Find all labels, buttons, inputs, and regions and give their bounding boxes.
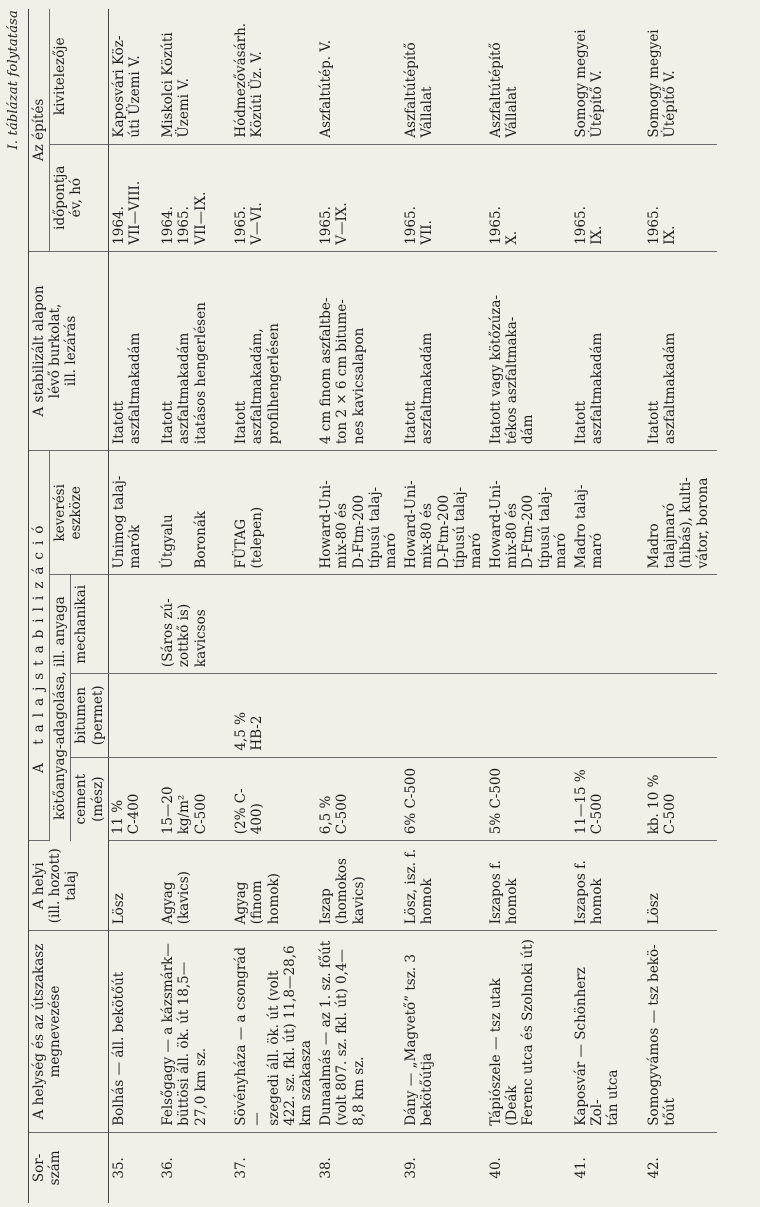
header-kivitelezoje: kivitelezője [50, 9, 109, 144]
cell-ido: 1965. V—VI. [231, 144, 316, 251]
header-helyseg: A helység és az útszakasz megnevezése [29, 931, 109, 1132]
table-row-36 [158, 9, 231, 1203]
cell-no: 42. [646, 1157, 662, 1179]
cell-mech [316, 575, 401, 674]
cell-name: Sövényháza — a csongrád— szegedi áll. ök. út (volt 422. sz. fkl. út) 11,8—28,6 km szakasza [231, 931, 316, 1132]
cell-cement: 11—15 % C-500 [571, 757, 644, 841]
table-row-38 [316, 9, 401, 1203]
cell-ido: 1965. X. [486, 144, 571, 251]
cell-ido: 1964. 1965. VII—IX. [158, 144, 231, 251]
cell-kiv: Aszfaltútép. V. [316, 9, 401, 144]
cell-kiv: Miskolci Közúti Üzemi V. [158, 9, 231, 144]
cell-keveresi: Howard-Uni- mix-80 és D-Ftm-200 típusú talaj- maró [401, 451, 486, 575]
cell-ido: 1965. VII. [401, 144, 486, 251]
cell-kiv: Somogy megyei Útépítő V. [571, 9, 644, 144]
cell-kiv: Aszfaltútépítő Vállalat [401, 9, 486, 144]
cell-talaj: Lösz [644, 841, 717, 931]
cell-cement: 5% C-500 [486, 757, 571, 841]
cell-name: Somogyvámos — tsz bekö- tőút [644, 931, 717, 1132]
header-cement: cement (mész) [71, 757, 108, 841]
cell-bitumen: 4,5 % HB-2 [231, 674, 316, 758]
cell-mech [401, 575, 486, 674]
table-row-37 [231, 9, 316, 1203]
cell-talaj: Iszapos f. homok [571, 841, 644, 931]
cell-cement: kb. 10 % C-500 [644, 757, 717, 841]
cell-name: Felsőgagy — a kázsmárk— büttösi áll. ök. út 18,5— 27,0 km sz. [158, 931, 231, 1132]
table-caption: I. táblázat folytatása [6, 10, 21, 150]
cell-no: 35. [110, 1157, 127, 1179]
cell-no: 39. [403, 1157, 420, 1179]
table-row-35 [108, 9, 158, 1203]
cell-burkolat: Itatott aszfaltmakadám [108, 251, 158, 450]
cell-no: 41. [573, 1157, 589, 1179]
cell-mech [231, 575, 316, 674]
cell-bitumen [401, 674, 486, 758]
cell-mech [571, 575, 644, 674]
cell-talaj: Agyag (kavics) [158, 841, 231, 931]
header-burkolat: A stabilizált alapon lévő burkolat, ill. lezárás [29, 251, 109, 450]
cell-burkolat: Itatott aszfaltmakadám [644, 251, 717, 450]
cell-kiv: Somogy megyei Útépítő V. [644, 9, 717, 144]
header-sorszam: Sor- szám [29, 1132, 109, 1203]
cell-mech: (Sáros zú- zottkő is) kavicsos [158, 575, 231, 674]
stabilization-table [28, 9, 717, 1203]
cell-no: 36. [160, 1157, 177, 1179]
cell-kiv: Hódmezővásárh. Közúti Üz. V. [231, 9, 316, 144]
header-mechanikai: mechanikai [71, 575, 108, 674]
cell-bitumen [486, 674, 571, 758]
cell-bitumen [316, 674, 401, 758]
cell-keveresi: FÜTAG (telepen) [231, 451, 316, 575]
cell-burkolat: Itatott aszfaltmakadám itatásos hengerlésen [158, 251, 231, 450]
header-kotoanyag: kötőanyag-adagolása, ill. anyaga [50, 575, 71, 841]
cell-name: Bolhás — áll. bekötőút [108, 931, 158, 1132]
table-row-41 [571, 9, 644, 1203]
cell-no: 40. [488, 1157, 505, 1179]
header-talaj: A helyi (ill. hozott) talaj [29, 841, 109, 931]
cell-cement: 15—20 kg/m² C-500 [158, 757, 231, 841]
cell-burkolat: Itatott aszfaltmakadám, profilhengerlésen [231, 251, 316, 450]
table-row-42 [644, 9, 717, 1203]
cell-name: Kaposvár — Schönherz Zol- tán utca [571, 931, 644, 1132]
cell-cement: 6% C-500 [401, 757, 486, 841]
cell-talaj: Lösz [108, 841, 158, 931]
cell-no: 37. [233, 1157, 250, 1179]
cell-kiv: Aszfaltútépítő Vállalat [486, 9, 571, 144]
cell-cement: 6,5 % C-500 [316, 757, 401, 841]
cell-burkolat: 4 cm finom aszfaltbe- ton 2 × 6 cm bitume- nes kavicsalapon [316, 251, 401, 450]
cell-bitumen [108, 674, 158, 758]
header-talajstabilizacio: A talajstabilizáció [29, 451, 50, 841]
cell-bitumen [158, 674, 231, 758]
cell-no: 38. [318, 1157, 335, 1179]
cell-keveresi: Howard-Uni- mix-80 és D-Ftm-200 típusú talaj- maró [486, 451, 571, 575]
cell-mech [486, 575, 571, 674]
cell-burkolat: Itatott aszfaltmakadám [401, 251, 486, 450]
table-row-40 [486, 9, 571, 1203]
cell-ido: 1965. V—IX. [316, 144, 401, 251]
cell-burkolat: Itatott aszfaltmakadám [571, 251, 644, 450]
cell-keveresi: Howard-Uni- mix-80 és D-Ftm-200 típusú talaj- maró [316, 451, 401, 575]
header-keveresi: keverési eszköze [50, 451, 109, 575]
cell-name: Dány — „Magvető” tsz. 3 bekötőútja [401, 931, 486, 1132]
cell-bitumen [644, 674, 717, 758]
cell-bitumen [571, 674, 644, 758]
cell-keveresi: Unimog talaj- marók [108, 451, 158, 575]
cell-keveresi: Madro talaj- maró [571, 451, 644, 575]
header-bitumen: bitumen (permet) [71, 674, 108, 758]
cell-name: Dunaalmás — az 1. sz. főút (volt 807. sz. fkl. út) 0,4— 8,8 km sz. [316, 931, 401, 1132]
cell-ido: 1965. IX. [571, 144, 644, 251]
cell-mech [108, 575, 158, 674]
cell-talaj: Lösz, isz. f. homok [401, 841, 486, 931]
cell-burkolat: Itatott vagy kötőzúza- tékos aszfaltmaka- dám [486, 251, 571, 450]
cell-ido: 1965. IX. [644, 144, 717, 251]
cell-talaj: Agyag (finom homok) [231, 841, 316, 931]
cell-cement: (2% C-400) [231, 757, 316, 841]
cell-name: Tápiószele — tsz utak (Deák Ferenc utca és Szolnoki út) [486, 931, 571, 1132]
cell-cement: 11 % C-400 [108, 757, 158, 841]
header-idopontja: időpontja év, hó [50, 144, 109, 251]
cell-talaj: Iszap (homokos kavics) [316, 841, 401, 931]
cell-ido: 1964. VII—VIII. [108, 144, 158, 251]
cell-kiv: Kaposvári Köz- úti Üzemi V. [108, 9, 158, 144]
table-row-39 [401, 9, 486, 1203]
cell-talaj: Iszapos f. homok [486, 841, 571, 931]
cell-keveresi: Útgyalu Boronák [158, 451, 231, 575]
cell-mech [644, 575, 717, 674]
cell-keveresi: Madro talajmaró (hibás), kulti- vátor, borona [644, 451, 717, 575]
header-epites: Az építés [29, 9, 50, 251]
